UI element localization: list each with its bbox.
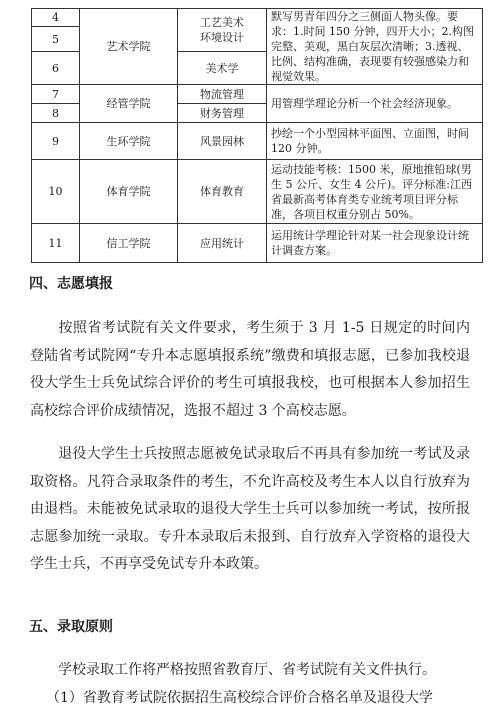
major-cell: 物流管理 [178,85,267,104]
college-cell: 信工学院 [80,224,178,263]
row-number: 8 [32,104,80,123]
row-number: 4 [32,9,80,27]
requirement-cell: 默写男青年四分之三侧面人物头像。要求：1.时间 150 分钟，四开大小；2.构图完整、美观，黑白灰层次清晰；3.透视、比例、结构准确，表现要有较强感染力和视觉效果。 [267,9,483,85]
row-number: 11 [32,224,80,263]
table-row [32,123,483,160]
major-name: 环境设计 [200,31,244,45]
paragraph-text: （1）省教育考试院依据招生高校综合评价合格名单及退役大学 [46,690,433,706]
major-name: 工艺美术 [200,16,244,30]
college-cell: 经管学院 [80,85,178,123]
paragraph [30,657,470,685]
table-row [32,224,483,263]
row-number: 7 [32,85,80,104]
requirement-cell: 抄绘一个小型园林平面图、立面图，时间 120 分钟。 [267,123,483,160]
table-row [32,85,483,104]
row-number: 9 [32,123,80,160]
major-cell: 体育教育 [178,160,267,224]
major-cell: 风景园林 [178,123,267,160]
section-heading: 五、录取原则 [29,619,113,635]
paragraph [30,315,470,425]
paragraph-text: 退役大学生士兵按照志愿被免试录取后不再具有参加统一考试及录取资格。凡符合录取条件的考生，不允许高校及考生本人以自行放弃为由退档。未能被免试录取的退役大学生士兵可以参加统一考试，按所报志愿参加统一录取。专升本录取后未报到、自行放弃入学资格的退役大学生士兵，不再享受免试专升本政策。 [30,446,470,572]
paragraph [30,441,470,579]
table-row [32,9,483,27]
row-number: 5 [32,27,80,52]
section-heading: 四、志愿填报 [29,276,113,292]
college-cell: 艺术学院 [80,9,178,85]
major-cell: 应用统计 [178,224,267,263]
row-number: 6 [32,52,80,85]
requirement-cell: 用管理学理论分析一个社会经济现象。 [267,85,483,123]
row-number: 10 [32,160,80,224]
exam-requirements-table [31,8,483,263]
table-row [32,160,483,224]
paragraph-text: 学校录取工作将严格按照省教育厅、省考试院有关文件执行。 [58,662,436,678]
college-cell: 体育学院 [80,160,178,224]
paragraph-text: 按照省考试院有关文件要求，考生须于 3 月 1-5 日规定的时间内登陆省考试院网“专升本志愿填报系统”缴费和填报志愿，已参加我校退役大学生士兵免试综合评价的考生可填报我校，也可根据本人参加招生高校综合评价成绩情况，选报不超过 3 个高校志愿。 [30,320,470,419]
paragraph [30,685,470,713]
major-cell [178,9,267,52]
requirement-cell: 运用统计学理论针对某一社会现象设计统计调查方案。 [267,224,483,263]
major-cell: 财务管理 [178,104,267,123]
requirement-cell: 运动技能考核：1500 米，原地推铅球(男生 5 公斤、女生 4 公斤)。评分标准:江西省最新高考体育类专业统考项目评分标准，各项目权重分别占 50%。 [267,160,483,224]
major-cell: 美术学 [178,52,267,85]
college-cell: 生环学院 [80,123,178,160]
